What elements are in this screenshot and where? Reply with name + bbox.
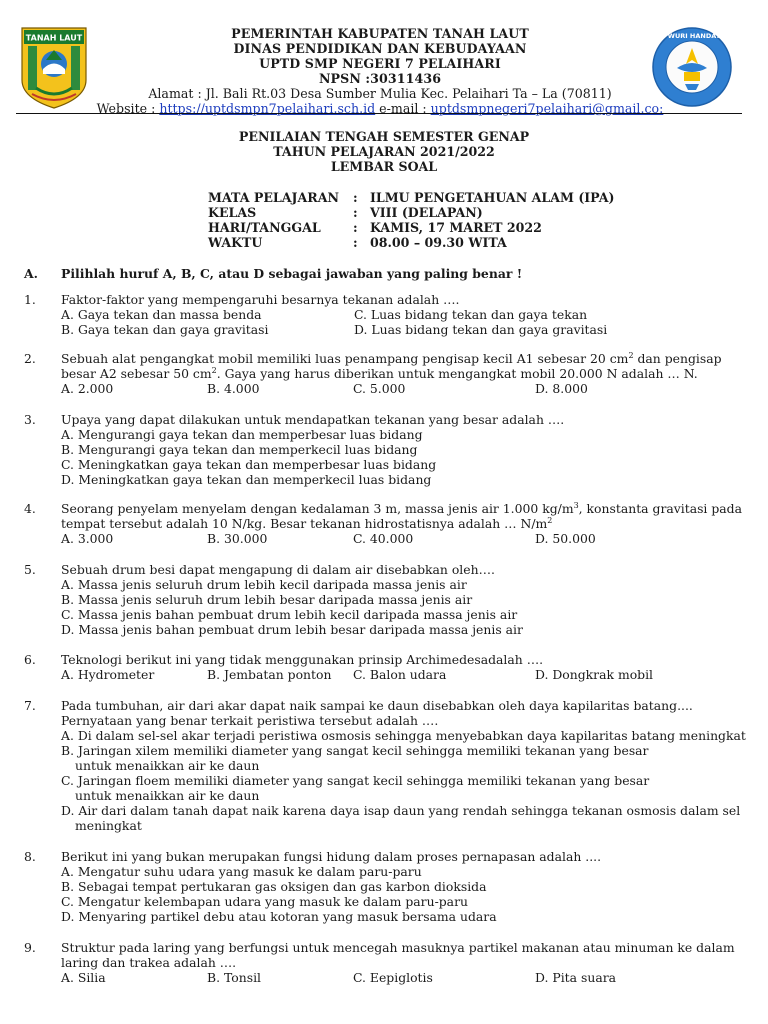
- school-address: Alamat : Jl. Bali Rt.03 Desa Sumber Mulia Kec. Pelaihari Ta – La (70811): [148, 86, 612, 101]
- option-b[interactable]: B. Mengurangi gaya tekan dan memperkecil luas bidang: [61, 442, 418, 457]
- option-a[interactable]: A. 2.000: [61, 381, 114, 396]
- question-number: 3.: [24, 412, 36, 427]
- option-b[interactable]: B. Jaringan xilem memiliki diameter yang sangat kecil sehingga memiliki tekanan yang besar untuk menaikkan air ke daun: [61, 743, 649, 773]
- option-c[interactable]: C. Mengatur kelembapan udara yang masuk ke dalam paru-paru: [61, 894, 468, 909]
- option-a[interactable]: A. Mengatur suhu udara yang masuk ke dalam paru-paru: [61, 864, 422, 879]
- option-b[interactable]: B. Massa jenis seluruh drum lebih besar daripada massa jenis air: [61, 592, 473, 607]
- government-name: PEMERINTAH KABUPATEN TANAH LAUT: [231, 26, 529, 41]
- email-link[interactable]: uptdsmpnegeri7pelaihari@gmail.co:: [430, 101, 664, 116]
- option-d[interactable]: D. Menyaring partikel debu atau kotoran yang masuk bersama udara: [61, 909, 497, 924]
- option-a[interactable]: A. Gaya tekan dan massa benda: [61, 307, 262, 322]
- option-c[interactable]: C. Eepiglotis: [353, 970, 433, 985]
- option-c[interactable]: C. Meningkatkan gaya tekan dan memperbesar luas bidang: [61, 457, 437, 472]
- option-d[interactable]: D. Massa jenis bahan pembuat drum lebih besar daripada massa jenis air: [61, 622, 523, 637]
- question-number: 1.: [24, 292, 36, 307]
- meta-colon: :: [353, 190, 358, 205]
- letterhead: [90, 26, 670, 116]
- option-c[interactable]: C. Luas bidang tekan dan gaya tekan: [354, 307, 588, 322]
- school-npsn: NPSN :30311436: [318, 71, 442, 86]
- svg-text:TUT WURI HANDAYANI: TUT WURI HANDAYANI: [651, 32, 733, 40]
- option-d[interactable]: D. Meningkatkan gaya tekan dan memperkecil luas bidang: [61, 472, 432, 487]
- meta-value: 08.00 – 09.30 WITA: [370, 235, 507, 250]
- meta-label: MATA PELAJARAN: [208, 190, 340, 205]
- option-a[interactable]: A. 3.000: [61, 531, 114, 546]
- letterhead-divider: [16, 113, 742, 114]
- website-link[interactable]: https://uptdsmpn7pelaihari.sch.id: [159, 101, 376, 116]
- meta-colon: :: [353, 220, 358, 235]
- question-stem-cont: laring dan trakea adalah ….: [61, 955, 237, 970]
- email-label: e-mail :: [375, 101, 431, 116]
- option-c[interactable]: C. 5.000: [353, 381, 406, 396]
- question-stem-cont: Pernyataan yang benar terkait peristiwa tersebut adalah ….: [61, 713, 439, 728]
- section-letter: A.: [24, 266, 38, 281]
- option-d[interactable]: D. 50.000: [535, 531, 596, 546]
- meta-row-class: [208, 205, 614, 220]
- option-c[interactable]: C. Massa jenis bahan pembuat drum lebih kecil daripada massa jenis air: [61, 607, 518, 622]
- meta-row-time: [208, 235, 614, 250]
- question-number: 8.: [24, 849, 36, 864]
- option-a[interactable]: A. Massa jenis seluruh drum lebih kecil daripada massa jenis air: [61, 577, 467, 592]
- option-d[interactable]: D. Dongkrak mobil: [535, 667, 654, 682]
- question-stem: Seorang penyelam menyelam dengan kedalaman 3 m, massa jenis air 1.000 $kg/m^3$, konstanta gravitasi pada: [61, 501, 742, 516]
- meta-colon: :: [353, 205, 358, 220]
- academic-year: TAHUN PELAJARAN 2021/2022: [273, 144, 495, 159]
- option-c[interactable]: C. Jaringan floem memiliki diameter yang sangat kecil sehingga memiliki tekanan yang besar untuk menaikkan air ke daun: [61, 773, 650, 803]
- question-stem: Teknologi berikut ini yang tidak menggunakan prinsip Archimedesadalah ….: [61, 652, 544, 667]
- question-stem: Sebuah alat pengangkat mobil memiliki luas penampang pengisap kecil A1 sebesar 20 $cm^2$ dan pengisap: [61, 351, 722, 366]
- exam-title: PENILAIAN TENGAH SEMESTER GENAP: [238, 129, 530, 144]
- meta-value: KAMIS, 17 MARET 2022: [370, 220, 542, 235]
- option-a[interactable]: A. Mengurangi gaya tekan dan memperbesar luas bidang: [61, 427, 423, 442]
- option-b[interactable]: B. Jembatan ponton: [207, 667, 332, 682]
- option-a[interactable]: A. Di dalam sel-sel akar terjadi peristiwa osmosis sehingga menyebabkan daya kapilaritas batang meningkat: [61, 728, 746, 743]
- question-number: 5.: [24, 562, 36, 577]
- question-stem-cont: besar A2 sebesar 50 $cm^2$. Gaya yang harus diberikan untuk mengangkat mobil 20.000 N adalah … N.: [61, 366, 698, 381]
- meta-label: WAKTU: [208, 235, 263, 250]
- option-b[interactable]: B. 4.000: [207, 381, 260, 396]
- question-number: 7.: [24, 698, 36, 713]
- question-stem-cont: tempat tersebut adalah 10 N/kg. Besar tekanan hidrostatisnya adalah … $N/m^2$: [61, 516, 553, 531]
- website-label: Website :: [96, 101, 160, 116]
- question-number: 6.: [24, 652, 36, 667]
- option-a[interactable]: A. Silia: [61, 970, 106, 985]
- option-b[interactable]: B. 30.000: [207, 531, 268, 546]
- section-text: Pilihlah huruf A, B, C, atau D sebagai jawaban yang paling benar !: [61, 266, 523, 281]
- option-a[interactable]: A. Hydrometer: [61, 667, 155, 682]
- meta-label: HARI/TANGGAL: [208, 220, 321, 235]
- meta-value: ILMU PENGETAHUAN ALAM (IPA): [370, 190, 615, 205]
- question-stem: Struktur pada laring yang berfungsi untuk mencegah masuknya partikel makanan atau minuman ke dalam: [61, 940, 735, 955]
- meta-colon: :: [353, 235, 358, 250]
- option-c[interactable]: C. 40.000: [353, 531, 414, 546]
- question-stem: Pada tumbuhan, air dari akar dapat naik sampai ke daun disebabkan oleh daya kapilaritas batang....: [61, 698, 693, 713]
- option-d[interactable]: D. 8.000: [535, 381, 588, 396]
- option-d[interactable]: D. Pita suara: [535, 970, 617, 985]
- exam-meta-table: [208, 190, 614, 250]
- question-number: 2.: [24, 351, 36, 366]
- meta-row-date: [208, 220, 614, 235]
- option-b[interactable]: B. Gaya tekan dan gaya gravitasi: [61, 322, 269, 337]
- option-b[interactable]: B. Sebagai tempat pertukaran gas oksigen dan gas karbon dioksida: [61, 879, 487, 894]
- svg-text:TANAH LAUT: TANAH LAUT: [25, 33, 83, 43]
- sheet-title: LEMBAR SOAL: [330, 159, 438, 174]
- option-b[interactable]: B. Tonsil: [207, 970, 262, 985]
- question-stem: Sebuah drum besi dapat mengapung di dalam air disebabkan oleh….: [61, 562, 495, 577]
- question-stem: Upaya yang dapat dilakukan untuk mendapatkan tekanan yang besar adalah ….: [61, 412, 565, 427]
- section-instruction: [24, 266, 522, 281]
- question-stem: Berikut ini yang bukan merupakan fungsi hidung dalam proses pernapasan adalah ....: [61, 849, 602, 864]
- option-d[interactable]: D. Air dari dalam tanah dapat naik karena daya isap daun yang rendah sehingga tekanan osmosis dalam sel meningkat: [61, 803, 741, 833]
- question-stem: Faktor-faktor yang mempengaruhi besarnya tekanan adalah ….: [61, 292, 460, 307]
- meta-label: KELAS: [208, 205, 257, 220]
- department-name: DINAS PENDIDIKAN DAN KEBUDAYAAN: [233, 41, 527, 56]
- question-number: 9.: [24, 940, 36, 955]
- option-d[interactable]: D. Luas bidang tekan dan gaya gravitasi: [354, 322, 608, 337]
- meta-value: VIII (DELAPAN): [370, 205, 483, 220]
- meta-row-subject: [208, 190, 614, 205]
- question-number: 4.: [24, 501, 36, 516]
- school-name: UPTD SMP NEGERI 7 PELAIHARI: [259, 56, 501, 71]
- tanah-laut-emblem-logo: [18, 24, 90, 110]
- option-c[interactable]: C. Balon udara: [353, 667, 447, 682]
